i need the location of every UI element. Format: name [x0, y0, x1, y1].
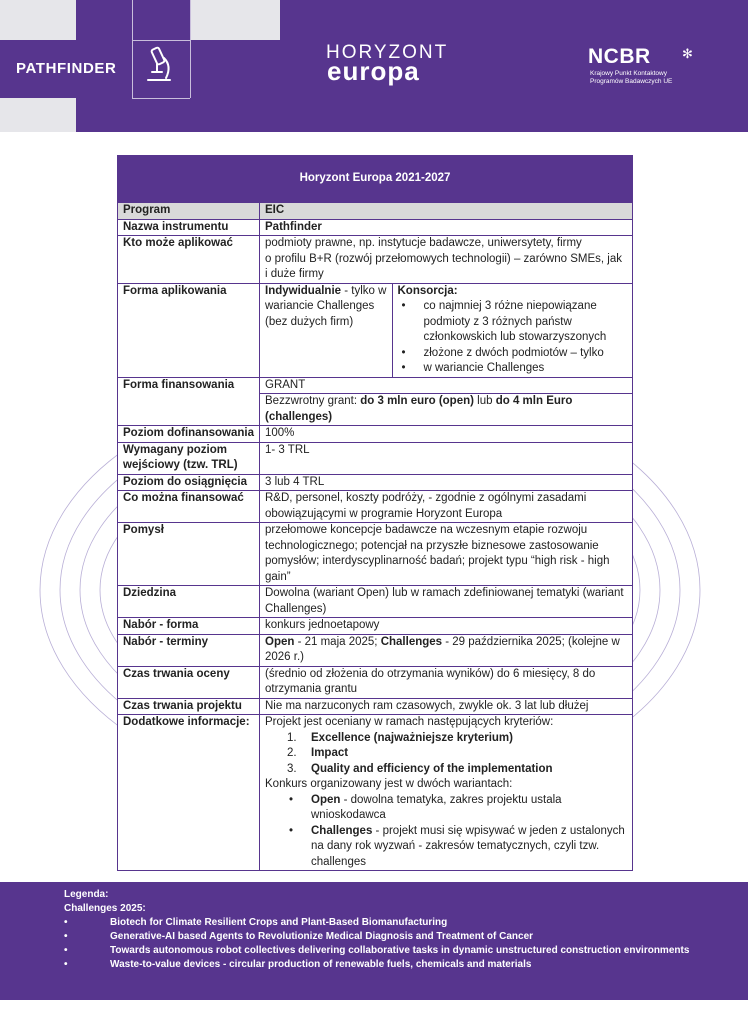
row-value: [260, 283, 633, 377]
row-value: 100%: [260, 426, 633, 443]
ncbr-logo: NCBR: [588, 45, 651, 68]
row-value: [260, 394, 633, 426]
horizon-logo-bottom: europa: [327, 56, 420, 86]
row-value: [260, 715, 633, 871]
row-value: Nie ma narzuconych ram czasowych, zwykle ok. 3 lat lub dłużej: [260, 698, 633, 715]
challenges-title: Challenges 2025:: [64, 903, 146, 914]
table-row: [118, 219, 633, 236]
list-number: 1.: [287, 731, 297, 744]
row-value: EIC: [260, 203, 633, 220]
row-value-line: podmioty prawne, np. instytucje badawcze, uniwersytety, firmy: [265, 237, 582, 249]
list-item: [287, 762, 627, 778]
apply-form-split: [260, 284, 632, 377]
criterion-text: Impact: [311, 747, 349, 759]
microscope-icon: [140, 44, 176, 88]
table-row: [118, 666, 633, 698]
list-item: • złożone z dwóch podmiotów – tylko: [398, 346, 633, 362]
row-label: Forma aplikowania: [118, 283, 260, 377]
row-label: Poziom do osiągnięcia: [118, 474, 260, 491]
table-row: [118, 442, 633, 474]
row-label: Czas trwania oceny: [118, 666, 260, 698]
row-label: Co można finansować: [118, 491, 260, 523]
row-value: [260, 236, 633, 284]
call-challenges-date: - 29 października 2025; (kolejne w 2026 r.): [265, 635, 620, 663]
header-divider: [132, 0, 133, 98]
variant-desc: - dowolna tematyka, zakres projektu ustala wnioskodawca: [311, 793, 562, 821]
header-divider: [190, 0, 191, 98]
row-value: 1- 3 TRL: [260, 442, 633, 474]
list-item: • Towards autonomous robot collectives delivering collaborative tasks in dynamic unstructured construction environments: [64, 944, 748, 958]
row-value: przełomowe koncepcje badawcze na wczesnym etapie rozwoju technologicznego; potencjał na przyszłe biznesowe zastosowanie pomysłów; interdyscyplinarność badań; projekt typu “high risk - high gain”: [260, 523, 633, 586]
table-row: [118, 491, 633, 523]
criterion-text: Excellence (najważniejsze kryterium): [311, 731, 513, 744]
variants-list: [265, 793, 627, 871]
list-number: 2.: [287, 747, 297, 759]
row-label: Kto może aplikować: [118, 236, 260, 284]
variant-name: Open: [311, 793, 341, 806]
variants-intro: Konkurs organizowany jest w dwóch wariantach:: [265, 778, 513, 790]
table-title: Horyzont Europa 2021-2027: [118, 156, 633, 203]
grant-text: Bezzwrotny grant:: [265, 395, 361, 407]
table-row: [118, 586, 633, 618]
header-divider: [132, 98, 190, 99]
list-item: [287, 731, 627, 747]
row-value-line: o profilu B+R (rozwój przełomowych technologii) – zarówno SMEs, jak i duże firmy: [265, 252, 622, 280]
page-header: [0, 0, 748, 132]
list-item: • co najmniej 3 różne niepowiązane podmioty z 3 różnych państw członkowskich lub stowarzyszonych: [398, 299, 633, 346]
table-row: [118, 715, 633, 871]
ncbr-subtitle-line: Krajowy Punkt Kontaktowy: [590, 70, 667, 77]
row-value: [260, 634, 633, 666]
challenges-list: [64, 916, 748, 972]
criteria-intro: Projekt jest oceniany w ramach następujących kryteriów:: [265, 716, 554, 728]
list-number: 3.: [287, 762, 297, 775]
legend-footer: [0, 882, 748, 1000]
criterion-text: Quality and efficiency of the implementation: [311, 762, 553, 775]
consortium-title: Konsorcja:: [397, 284, 458, 297]
list-item: [287, 824, 627, 871]
row-value: 3 lub 4 TRL: [260, 474, 633, 491]
row-label: Dodatkowe informacje:: [118, 715, 260, 871]
call-open-date: - 21 maja 2025;: [294, 635, 381, 648]
table-row: [118, 698, 633, 715]
grant-open: do 3 mln euro (open): [360, 395, 474, 407]
row-label: Pomysł: [118, 523, 260, 586]
individual-label: Indywidualnie: [265, 284, 342, 297]
table-row: [118, 236, 633, 284]
variant-name: Challenges: [311, 824, 373, 837]
ncbr-mark-icon: ✻: [682, 46, 693, 61]
table-title-row: [118, 156, 633, 203]
table-row: [118, 377, 633, 394]
table-row: [118, 474, 633, 491]
row-value: konkurs jednoetapowy: [260, 618, 633, 635]
table-row: [118, 426, 633, 443]
table-row: [118, 203, 633, 220]
row-value: GRANT: [260, 377, 633, 394]
ncbr-subtitle: [590, 70, 672, 86]
ncbr-subtitle-line: Programów Badawczych UE: [590, 78, 673, 85]
variant-desc: - projekt musi się wpisywać w jeden z ustalonych na dany rok wyzwań - zakresów tematycznych, czyli tzw. challenges: [311, 824, 625, 868]
grant-or: lub: [473, 395, 496, 407]
horizon-logo-top: HORYZONT: [326, 42, 449, 63]
individual-text: - tylko w wariancie Challenges (bez dużych firm): [265, 284, 387, 328]
list-item: • Generative-AI based Agents to Revolutionize Medical Diagnosis and Treatment of Cancer: [64, 930, 748, 944]
individual-cell: [260, 284, 392, 377]
list-item: • Waste-to-value devices - circular production of renewable fuels, chemicals and materials: [64, 958, 748, 972]
row-value: R&D, personel, koszty podróży, - zgodnie z ogólnymi zasadami obowiązującymi w programie Horyzont Europa: [260, 491, 633, 523]
row-value: Dowolna (wariant Open) lub w ramach zdefiniowanej tematyki (wariant Challenges): [260, 586, 633, 618]
criteria-list: [265, 731, 627, 778]
legend-title: Legenda:: [64, 889, 109, 900]
consortium-list: [398, 299, 633, 377]
row-label: Forma finansowania: [118, 377, 260, 426]
call-challenges-label: Challenges: [380, 635, 443, 648]
info-table: [117, 155, 633, 871]
list-item: • Biotech for Climate Resilient Crops and Plant-Based Biomanufacturing: [64, 916, 748, 930]
header-decor-block: [190, 0, 280, 40]
header-divider: [132, 40, 190, 41]
list-item: • w wariancie Challenges: [398, 361, 633, 377]
row-label: Wymagany poziom wejściowy (tzw. TRL): [118, 442, 260, 474]
table-row: [118, 634, 633, 666]
table-row: [118, 618, 633, 635]
consortium-cell: [392, 284, 632, 377]
row-value: Pathfinder: [260, 219, 633, 236]
row-value: (średnio od złożenia do otrzymania wyników) do 6 miesięcy, 8 do otrzymania grantu: [260, 666, 633, 698]
row-label: Dziedzina: [118, 586, 260, 618]
row-label: Program: [118, 203, 260, 220]
pathfinder-label: PATHFINDER: [16, 60, 117, 77]
table-row: [118, 283, 633, 377]
row-label: Nabór - forma: [118, 618, 260, 635]
row-label: Nazwa instrumentu: [118, 219, 260, 236]
list-item: [287, 793, 627, 824]
row-label: Nabór - terminy: [118, 634, 260, 666]
list-item: [287, 746, 627, 762]
row-label: Czas trwania projektu: [118, 698, 260, 715]
call-open-label: Open: [265, 635, 295, 648]
grant-challenges: do 4 mln Euro (challenges): [265, 395, 573, 423]
row-label: Poziom dofinansowania: [118, 426, 260, 443]
table-row: [118, 523, 633, 586]
